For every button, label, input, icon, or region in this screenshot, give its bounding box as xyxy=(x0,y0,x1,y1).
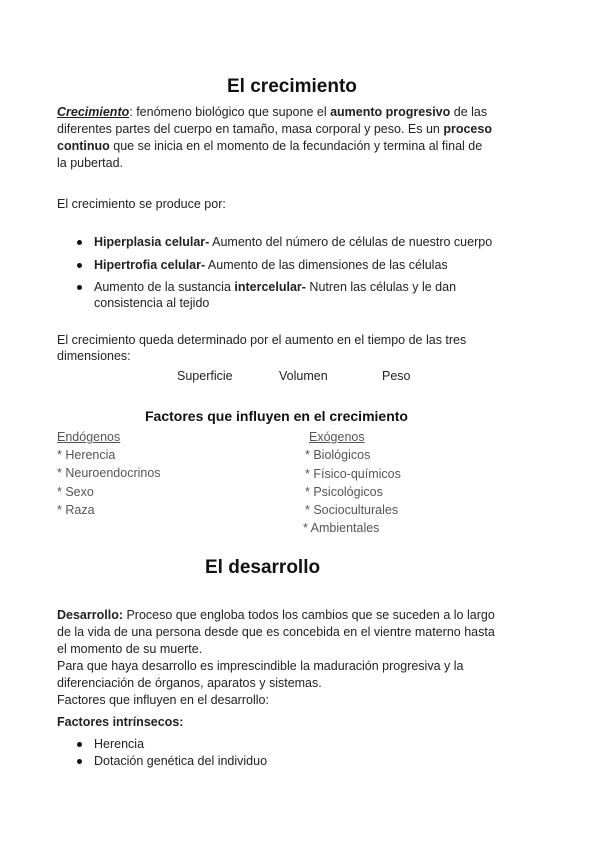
bullet-icon xyxy=(77,759,82,764)
bullet-icon xyxy=(77,240,82,245)
endogenous-item: * Neuroendocrinos xyxy=(57,466,161,480)
dimension-surface: Superficie xyxy=(177,369,233,383)
growth-term: Crecimiento xyxy=(57,105,130,119)
exogenous-item: * Ambientales xyxy=(303,521,380,535)
growth-def-text: : fenómeno biológico que supone el xyxy=(129,105,331,119)
growth-definition-line-3 xyxy=(57,138,482,155)
growth-definition-line-4: la pubertad. xyxy=(57,156,124,170)
dimension-weight: Peso xyxy=(382,369,411,383)
produce-item-1-bold: Hiperplasia celular- xyxy=(94,235,210,249)
growth-definition-line-1 xyxy=(57,104,487,121)
growth-def-text-3: que se inicia en el momento de la fecundación y termina al final de xyxy=(109,139,483,153)
growth-def-bold-2: proceso xyxy=(443,122,492,136)
intrinsic-factors-title: Factores intrínsecos: xyxy=(57,715,184,729)
bullet-icon xyxy=(77,285,82,290)
dimensions-line-1: El crecimiento queda determinado por el aumento en el tiempo de las tres xyxy=(57,333,467,347)
bullet-icon xyxy=(77,263,82,268)
development-definition-line-1 xyxy=(57,607,495,624)
intrinsic-item: Dotación genética del individuo xyxy=(94,754,268,768)
produce-item-2-bold: Hipertrofia celular- xyxy=(94,258,206,272)
exogenous-item: * Biológicos xyxy=(305,448,371,462)
factors-growth-title: Factores que influyen en el crecimiento xyxy=(145,408,408,424)
exogenous-header: Exógenos xyxy=(309,430,365,444)
endogenous-item: * Sexo xyxy=(57,485,94,499)
intrinsic-item: Herencia xyxy=(94,737,145,751)
growth-def-bold: aumento progresivo xyxy=(330,105,451,119)
development-definition-line-5: diferenciación de órganos, aparatos y sistemas. xyxy=(57,676,322,690)
produce-item-3-pre: Aumento de la sustancia xyxy=(94,280,235,294)
produce-item-1 xyxy=(94,234,492,251)
development-term: Desarrollo: xyxy=(57,608,123,622)
produce-item-2 xyxy=(94,257,448,274)
development-definition-line-2: de la vida de una persona desde que es concebida en el vientre materno hasta xyxy=(57,625,495,639)
dimensions-line-2: dimensiones: xyxy=(57,349,131,363)
endogenous-header: Endógenos xyxy=(57,430,121,444)
exogenous-item: * Socioculturales xyxy=(305,503,399,517)
produce-item-3-bold: intercelular- xyxy=(234,280,306,294)
produce-item-3 xyxy=(94,279,456,296)
development-definition-line-3: el momento de su muerte. xyxy=(57,642,203,656)
title-growth: El crecimiento xyxy=(227,76,357,97)
dimension-volume: Volumen xyxy=(279,369,328,383)
title-development: El desarrollo xyxy=(205,557,321,578)
growth-def-bold-3: continuo xyxy=(57,139,110,153)
endogenous-item: * Herencia xyxy=(57,448,116,462)
development-definition-line-4: Para que haya desarrollo es imprescindible la maduración progresiva y la xyxy=(57,659,464,673)
growth-definition-line-2 xyxy=(57,121,492,138)
development-definition-line-6: Factores que influyen en el desarrollo: xyxy=(57,693,269,707)
growth-def-text-end: de las xyxy=(450,105,488,119)
produce-item-3-text: Nutren las células y le dan xyxy=(305,280,457,294)
development-def-text: Proceso que engloba todos los cambios que se suceden a lo largo xyxy=(123,608,495,622)
endogenous-item: * Raza xyxy=(57,503,95,517)
produce-item-1-text: Aumento del número de células de nuestro cuerpo xyxy=(209,235,493,249)
produce-item-3-continuation: consistencia al tejido xyxy=(94,296,210,310)
bullet-icon xyxy=(77,742,82,747)
produce-item-2-text: Aumento de las dimensiones de las células xyxy=(205,258,448,272)
exogenous-item: * Físico-químicos xyxy=(305,467,401,481)
exogenous-item: * Psicológicos xyxy=(305,485,383,499)
growth-def-text-2: diferentes partes del cuerpo en tamaño, masa corporal y peso. Es un xyxy=(57,122,444,136)
produce-intro: El crecimiento se produce por: xyxy=(57,197,226,211)
